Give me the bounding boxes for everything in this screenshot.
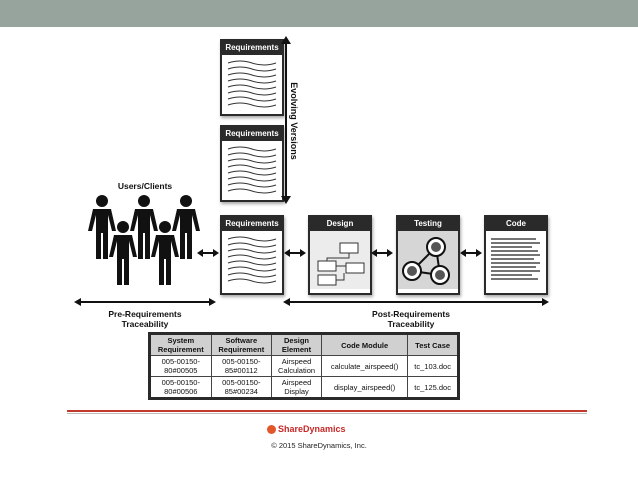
code-doc-label: Code	[486, 217, 546, 231]
post-requirements-label	[356, 309, 466, 329]
header-test-case: Test Case	[408, 334, 459, 356]
table-cell: Airspeed Calculation	[272, 356, 322, 377]
table-cell: 005-00150- 80#00506	[150, 377, 212, 399]
requirements-doc-v1	[220, 39, 284, 116]
sharedynamics-logo	[267, 424, 346, 434]
pre-requirements-line2: Traceability	[121, 319, 169, 329]
logo-text: ShareDynamics	[278, 424, 346, 434]
logo-mark-icon	[267, 425, 276, 434]
wavy-lines-icon	[222, 141, 282, 197]
requirements-doc-v1-label: Requirements	[222, 41, 282, 55]
header-software-requirement: Software Requirement	[211, 334, 271, 356]
table-row	[150, 356, 459, 377]
post-requirements-arrow	[283, 297, 549, 307]
testing-code-arrow	[460, 248, 482, 258]
code-doc	[484, 215, 548, 295]
copyright-text: © 2015 ShareDynamics, Inc.	[271, 441, 367, 450]
evolving-versions-label: Evolving Versions	[289, 82, 299, 160]
traceability-table	[148, 332, 460, 400]
table-header-row	[150, 334, 459, 356]
requirements-doc-current	[220, 215, 284, 295]
requirements-design-arrow	[284, 248, 306, 258]
testing-doc	[396, 215, 460, 295]
post-requirements-line2: Traceability	[387, 319, 435, 329]
people-group-icon	[80, 193, 208, 289]
header-code-module: Code Module	[322, 334, 408, 356]
footer-divider-gray	[67, 413, 587, 414]
table-cell: 005-00150- 85#00234	[211, 377, 271, 399]
table-cell: tc_103.doc	[408, 356, 459, 377]
table-cell: Airspeed Display	[272, 377, 322, 399]
code-lines-icon	[486, 231, 546, 289]
users-clients-label: Users/Clients	[117, 181, 173, 191]
title-bar	[0, 0, 638, 27]
wavy-lines-icon	[222, 55, 282, 111]
pre-requirements-label	[95, 309, 195, 329]
table-cell: 005-00150- 80#00505	[150, 356, 212, 377]
header-system-requirement: System Requirement	[150, 334, 212, 356]
pre-requirements-line1: Pre-Requirements	[108, 309, 182, 319]
design-blocks-icon	[310, 231, 370, 289]
wavy-lines-icon	[222, 231, 282, 289]
pre-requirements-arrow	[74, 297, 216, 307]
table-cell: tc_125.doc	[408, 377, 459, 399]
requirements-doc-v2	[220, 125, 284, 202]
requirements-doc-v2-label: Requirements	[222, 127, 282, 141]
table-cell: calculate_airspeed()	[322, 356, 408, 377]
table-cell: 005-00150- 85#00112	[211, 356, 271, 377]
footer-divider-red	[67, 410, 587, 412]
testing-circles-icon	[398, 231, 458, 289]
design-testing-arrow	[371, 248, 393, 258]
header-design-element: Design Element	[272, 334, 322, 356]
design-doc-label: Design	[310, 217, 370, 231]
table-cell: display_airspeed()	[322, 377, 408, 399]
post-requirements-line1: Post-Requirements	[372, 309, 450, 319]
requirements-doc-current-label: Requirements	[222, 217, 282, 231]
users-requirements-arrow	[197, 248, 219, 258]
testing-doc-label: Testing	[398, 217, 458, 231]
design-doc	[308, 215, 372, 295]
table-row	[150, 377, 459, 399]
